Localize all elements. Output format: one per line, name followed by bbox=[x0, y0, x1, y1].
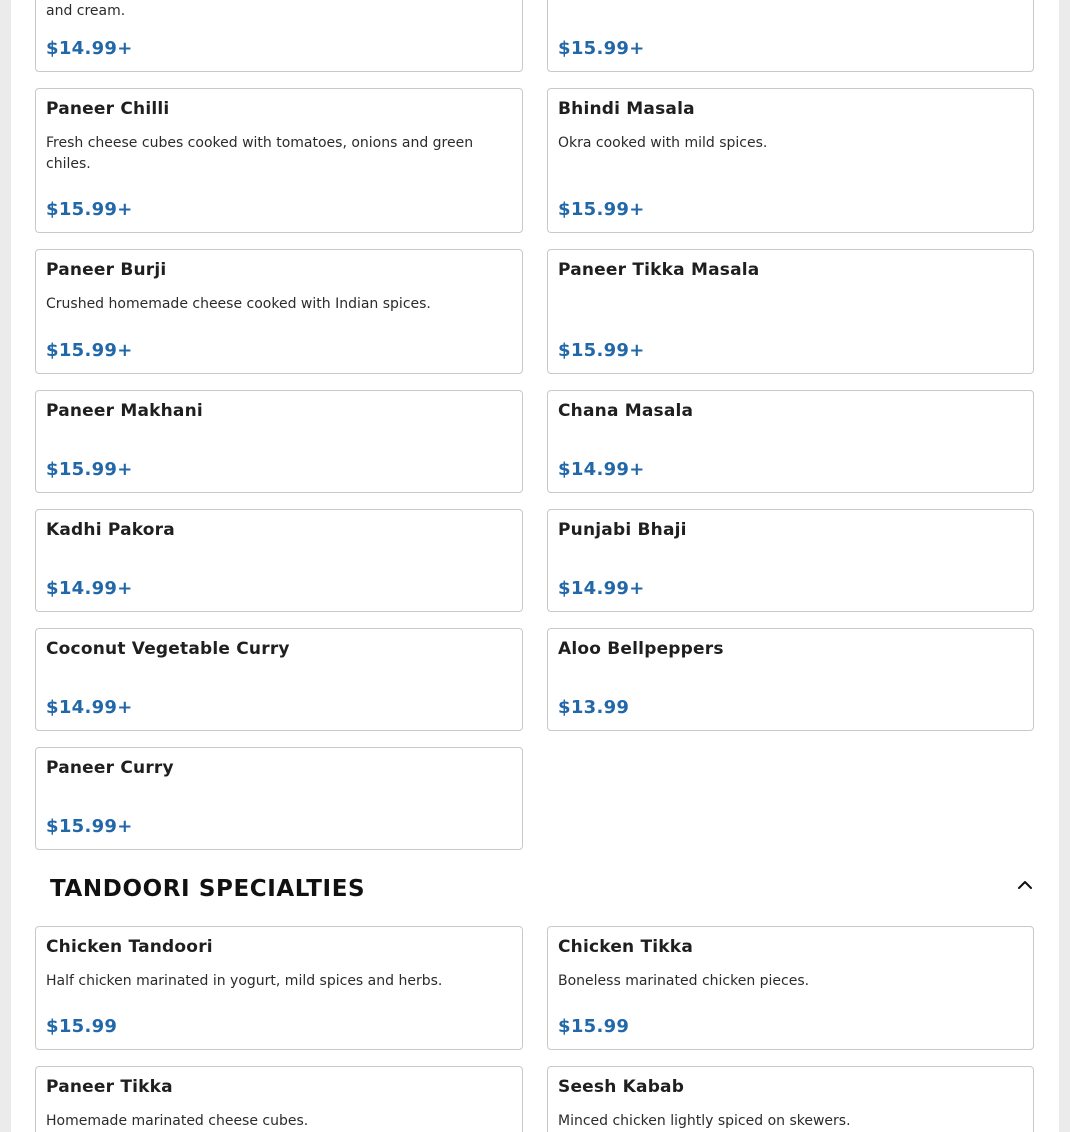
chevron-up-icon[interactable] bbox=[1014, 876, 1036, 892]
menu-item-card[interactable] bbox=[547, 88, 1034, 233]
menu-item-card[interactable] bbox=[35, 747, 523, 850]
menu-item-name: Seesh Kabab bbox=[558, 1077, 685, 1097]
menu-item-name: Paneer Makhani bbox=[46, 401, 203, 421]
menu-item-price: $15.99 bbox=[46, 1016, 118, 1037]
menu-item-name: Coconut Vegetable Curry bbox=[46, 639, 290, 659]
menu-item-price: $14.99+ bbox=[46, 38, 133, 59]
menu-item-price: $14.99+ bbox=[46, 697, 133, 718]
menu-item-card[interactable] bbox=[547, 628, 1034, 731]
menu-item-name: Chana Masala bbox=[558, 401, 694, 421]
menu-item-card[interactable] bbox=[547, 1066, 1034, 1132]
menu-item-name: Chicken Tandoori bbox=[46, 937, 213, 957]
menu-item-card[interactable] bbox=[35, 390, 523, 493]
menu-item-description: Fresh cheese cubes cooked with tomatoes, onions and green chiles. bbox=[46, 135, 474, 172]
menu-item-card[interactable] bbox=[547, 0, 1034, 72]
menu-item-price: $15.99+ bbox=[46, 199, 133, 220]
menu-item-name: Bhindi Masala bbox=[558, 99, 695, 119]
menu-item-card[interactable] bbox=[35, 0, 523, 72]
menu-item-name: Kadhi Pakora bbox=[46, 520, 175, 540]
menu-item-price: $15.99+ bbox=[46, 340, 133, 361]
menu-item-price: $15.99+ bbox=[558, 199, 645, 220]
menu-item-description: Crushed homemade cheese cooked with Indian spices. bbox=[46, 296, 431, 312]
menu-item-price: $14.99+ bbox=[46, 578, 133, 599]
menu-item-price: $14.99+ bbox=[558, 578, 645, 599]
menu-item-card[interactable] bbox=[35, 926, 523, 1050]
menu-item-card[interactable] bbox=[547, 249, 1034, 374]
menu-item-description: Boneless marinated chicken pieces. bbox=[558, 973, 810, 989]
menu-item-price: $15.99+ bbox=[46, 459, 133, 480]
menu-item-card[interactable] bbox=[35, 249, 523, 374]
menu-item-name: Paneer Burji bbox=[46, 260, 167, 280]
menu-item-card[interactable] bbox=[35, 509, 523, 612]
menu-item-price: $15.99+ bbox=[558, 340, 645, 361]
menu-item-description: Homemade marinated cheese cubes. bbox=[46, 1113, 309, 1129]
menu-item-description: Minced chicken lightly spiced on skewers. bbox=[558, 1113, 851, 1129]
menu-item-name: Punjabi Bhaji bbox=[558, 520, 687, 540]
menu-item-name: Aloo Bellpeppers bbox=[558, 639, 724, 659]
menu-item-price: $15.99+ bbox=[558, 38, 645, 59]
menu-item-card[interactable] bbox=[35, 1066, 523, 1132]
menu-item-description: Okra cooked with mild spices. bbox=[558, 135, 768, 151]
menu-item-card[interactable] bbox=[35, 88, 523, 233]
section-title: TANDOORI SPECIALTIES bbox=[50, 876, 366, 902]
menu-page bbox=[11, 0, 1059, 1132]
menu-item-price: $15.99+ bbox=[46, 816, 133, 837]
menu-item-card[interactable] bbox=[547, 509, 1034, 612]
menu-item-name: Chicken Tikka bbox=[558, 937, 693, 957]
menu-item-card[interactable] bbox=[547, 390, 1034, 493]
menu-item-name: Paneer Curry bbox=[46, 758, 174, 778]
menu-item-card[interactable] bbox=[547, 926, 1034, 1050]
menu-item-price: $15.99 bbox=[558, 1016, 630, 1037]
menu-item-card[interactable] bbox=[35, 628, 523, 731]
menu-item-description: Half chicken marinated in yogurt, mild spices and herbs. bbox=[46, 973, 443, 989]
menu-item-name: Paneer Tikka bbox=[46, 1077, 173, 1097]
menu-item-price: $14.99+ bbox=[558, 459, 645, 480]
menu-item-name: Paneer Tikka Masala bbox=[558, 260, 760, 280]
menu-item-name: Paneer Chilli bbox=[46, 99, 170, 119]
menu-item-price: $13.99 bbox=[558, 697, 630, 718]
menu-item-description: and cream. bbox=[46, 3, 126, 19]
